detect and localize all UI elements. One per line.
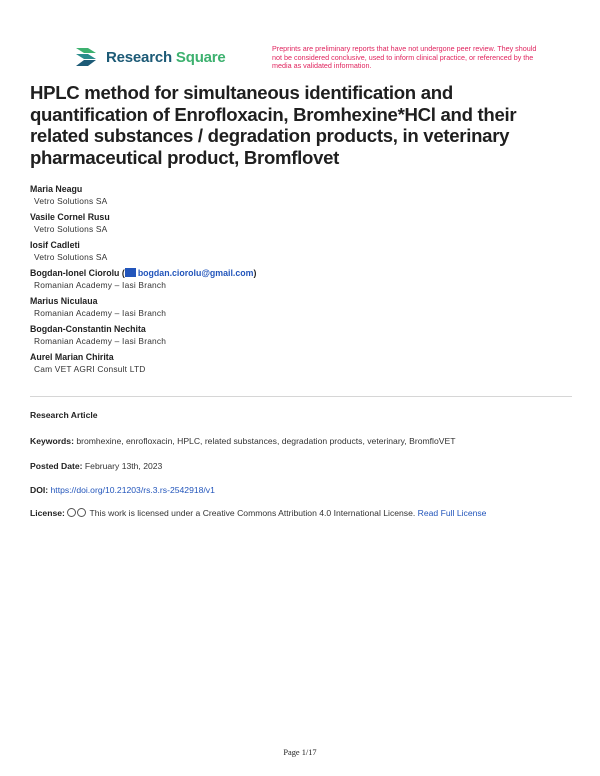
author-name: Marius Niculaua (30, 296, 98, 306)
article-type: Research Article (30, 410, 98, 420)
author-name: Maria Neagu (30, 184, 83, 194)
author-item (30, 239, 570, 267)
author-affiliation: Romanian Academy – Iasi Branch (34, 336, 167, 346)
author-affiliation: Vetro Solutions SA (34, 252, 108, 262)
cc-icon (67, 508, 76, 517)
license-text: This work is licensed under a Creative Commons Attribution 4.0 International License. (89, 508, 416, 518)
author-affiliation: Vetro Solutions SA (34, 196, 108, 206)
author-item (30, 267, 570, 295)
posted-date: February 13th, 2023 (84, 461, 163, 471)
author-item (30, 183, 570, 211)
doi-link[interactable]: https://doi.org/10.21203/rs.3.rs-2542918/v1 (50, 485, 215, 495)
author-affiliation: Vetro Solutions SA (34, 224, 108, 234)
envelope-icon (125, 268, 136, 277)
author-name: Vasile Cornel Rusu (30, 212, 110, 222)
author-item (30, 295, 570, 323)
doi-line: DOI: https://doi.org/10.21203/rs.3.rs-2542918/v1 (30, 485, 215, 495)
read-full-license-link[interactable]: Read Full License (417, 508, 487, 518)
author-item (30, 211, 570, 239)
author-name: Bogdan-Constantin Nechita (30, 324, 146, 334)
research-square-logo[interactable] (74, 46, 226, 68)
keywords-text: bromhexine, enrofloxacin, HPLC, related substances, degradation products, veterinary, BromfloVET (76, 436, 456, 446)
posted-date-line: Posted Date: February 13th, 2023 (30, 461, 163, 471)
paper-title: HPLC method for simultaneous identification and quantification of Enrofloxacin, Bromhexine*HCl and their related substances / degradation products, in veterinary pharmaceutical product, Bromflovet (30, 82, 517, 168)
author-name: Iosif Cadleti (30, 240, 80, 250)
author-name: Bogdan-Ionel Ciorolu ( bogdan.ciorolu@gmail.com) (30, 268, 257, 278)
cc-by-icon (77, 508, 86, 517)
author-name: Aurel Marian Chirita (30, 352, 114, 362)
page-footer: Page 1/17 (283, 748, 317, 757)
preprint-notice: Preprints are preliminary reports that have not undergone peer review. They should not be considered conclusive, used to inform clinical practice, or referenced by the media as validated information. (272, 44, 537, 71)
author-item (30, 323, 570, 351)
section-divider (30, 396, 572, 397)
author-affiliation: Romanian Academy – Iasi Branch (34, 308, 167, 318)
license-line: License: This work is licensed under a Creative Commons Attribution 4.0 International License. Read Full License (30, 508, 487, 518)
logo-text: Research Square (106, 48, 226, 66)
research-square-logo-icon (74, 46, 98, 68)
author-affiliation: Cam VET AGRI Consult LTD (34, 364, 146, 374)
author-affiliation: Romanian Academy – Iasi Branch (34, 280, 167, 290)
author-item (30, 351, 570, 379)
author-email-link[interactable]: bogdan.ciorolu@gmail.com (137, 268, 254, 278)
author-list (30, 183, 570, 379)
keywords-line: Keywords: bromhexine, enrofloxacin, HPLC, related substances, degradation products, veterinary, BromfloVET (30, 436, 456, 446)
